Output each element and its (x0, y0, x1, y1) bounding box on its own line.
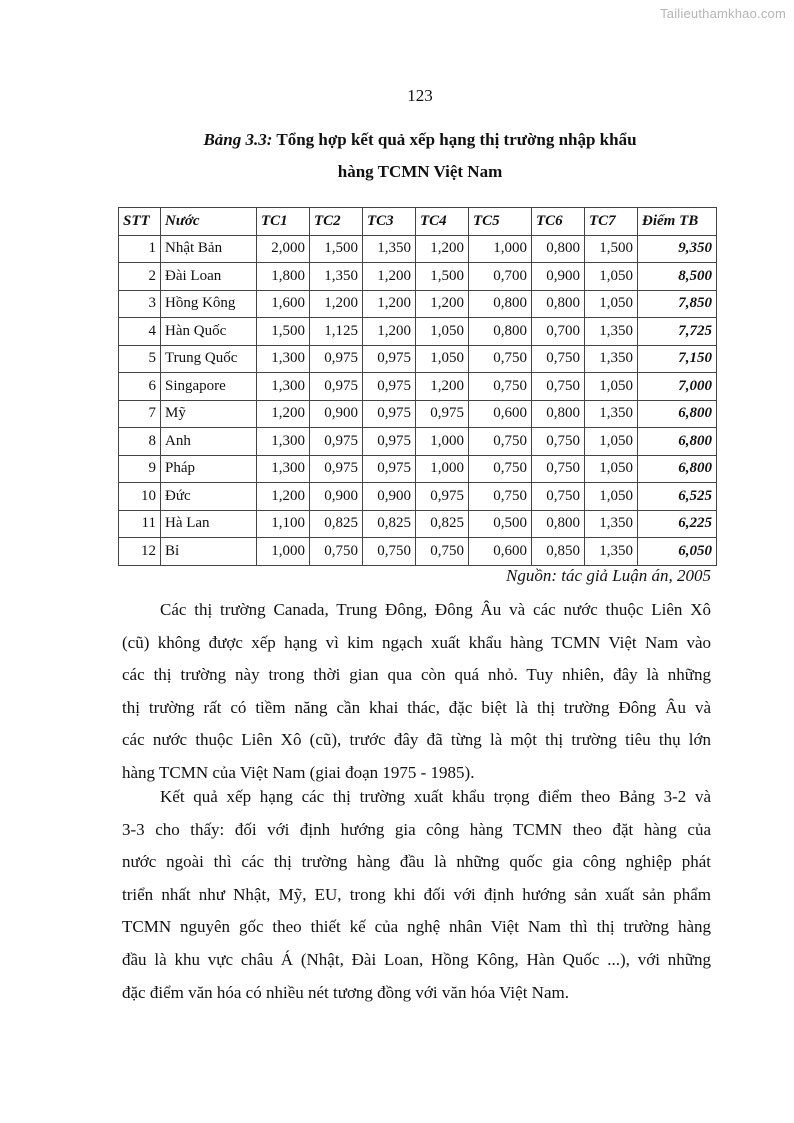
table-cell: 0,975 (416, 483, 469, 511)
table-cell: 1,200 (257, 483, 310, 511)
paragraph-line: đặc điểm văn hóa có nhiều nét tương đồng với văn hóa Việt Nam. (122, 982, 569, 1002)
table-cell: 0,750 (532, 373, 585, 401)
table-cell: 1,000 (416, 455, 469, 483)
table-cell: 6,800 (638, 455, 717, 483)
table-cell: 0,825 (310, 510, 363, 538)
table-cell: 0,750 (469, 455, 532, 483)
table-cell: 0,750 (416, 538, 469, 566)
paragraph-line: Các thị trường Canada, Trung Đông, Đông Âu và các nước thuộc Liên Xô (160, 600, 711, 619)
paragraph-line: các thị trường này trong thời gian qua còn quá nhỏ. Tuy nhiên, đây là những (122, 665, 711, 685)
table-cell: Bỉ (161, 538, 257, 566)
table-cell: 1,200 (363, 263, 416, 291)
table-cell: 1,350 (585, 400, 638, 428)
paragraph-line: Kết quả xếp hạng các thị trường xuất khẩu trọng điểm theo Bảng 3-2 và (160, 787, 711, 806)
table-cell: 1,050 (416, 318, 469, 346)
table-cell: 0,800 (469, 290, 532, 318)
table-cell: 1,000 (469, 235, 532, 263)
table-cell: 0,975 (363, 455, 416, 483)
table-cell: 7,150 (638, 345, 717, 373)
table-cell: 1 (119, 235, 161, 263)
table-row (119, 373, 717, 401)
column-header: TC3 (363, 208, 416, 236)
table-cell: Mỹ (161, 400, 257, 428)
table-cell: 0,975 (310, 428, 363, 456)
table-cell: 1,200 (363, 318, 416, 346)
table-cell: 0,900 (532, 263, 585, 291)
table-cell: 6 (119, 373, 161, 401)
table-cell: Anh (161, 428, 257, 456)
table-cell: 6,050 (638, 538, 717, 566)
table-cell: 0,975 (310, 345, 363, 373)
table-row (119, 538, 717, 566)
column-header: TC7 (585, 208, 638, 236)
table-cell: 0,750 (532, 345, 585, 373)
column-header: Điểm TB (638, 208, 717, 236)
table-cell: 1,000 (257, 538, 310, 566)
table-cell: 3 (119, 290, 161, 318)
table-cell: 0,975 (416, 400, 469, 428)
table-cell: 11 (119, 510, 161, 538)
column-header: TC4 (416, 208, 469, 236)
table-cell: 6,800 (638, 428, 717, 456)
table-cell: 0,750 (469, 345, 532, 373)
table-cell: Hồng Kông (161, 290, 257, 318)
table-cell: 9,350 (638, 235, 717, 263)
table-cell: 0,750 (469, 373, 532, 401)
paragraph-line: (cũ) không được xếp hạng vì kim ngạch xuất khẩu hàng TCMN Việt Nam vào (122, 632, 711, 652)
column-header: Nước (161, 208, 257, 236)
table-title-line1: Tổng hợp kết quả xếp hạng thị trường nhập khẩu (276, 130, 637, 149)
table-cell: 7,000 (638, 373, 717, 401)
table-cell: 1,050 (585, 263, 638, 291)
table-cell: 0,800 (532, 290, 585, 318)
table-row (119, 400, 717, 428)
column-header: TC2 (310, 208, 363, 236)
table-cell: 0,975 (363, 400, 416, 428)
table-cell: 0,975 (363, 373, 416, 401)
table-cell: 1,200 (257, 400, 310, 428)
table-title-line2: hàng TCMN Việt Nam (337, 162, 503, 181)
table-cell: 8 (119, 428, 161, 456)
table-cell: 1,350 (363, 235, 416, 263)
table-cell: 1,200 (310, 290, 363, 318)
table-cell: 1,600 (257, 290, 310, 318)
paragraph-line: 3-3 cho thấy: đối với định hướng gia công hàng TCMN theo đặt hàng của (122, 819, 711, 839)
table-cell: 6,525 (638, 483, 717, 511)
table-cell: 1,050 (585, 373, 638, 401)
table-cell: 0,975 (363, 428, 416, 456)
table-cell: 0,750 (310, 538, 363, 566)
table-cell: 1,500 (416, 263, 469, 291)
table-cell: 0,750 (469, 483, 532, 511)
table-row (119, 263, 717, 291)
table-cell: 4 (119, 318, 161, 346)
table-cell: 1,500 (257, 318, 310, 346)
table-cell: 0,800 (532, 400, 585, 428)
table-cell: Pháp (161, 455, 257, 483)
table-cell: Hà Lan (161, 510, 257, 538)
table-cell: 2 (119, 263, 161, 291)
table-cell: 0,975 (310, 373, 363, 401)
column-header: TC6 (532, 208, 585, 236)
table-cell: 0,800 (532, 510, 585, 538)
table-cell: 0,800 (532, 235, 585, 263)
table-cell: 0,900 (310, 483, 363, 511)
table-cell: 1,300 (257, 373, 310, 401)
table-cell: 1,200 (416, 235, 469, 263)
table-cell: 1,100 (257, 510, 310, 538)
table-title (0, 130, 794, 150)
table-cell: 1,200 (416, 373, 469, 401)
table-row (119, 455, 717, 483)
table-cell: 10 (119, 483, 161, 511)
table-cell: 1,050 (585, 428, 638, 456)
table-row (119, 345, 717, 373)
paragraph-2 (122, 781, 711, 1009)
table-cell: 0,600 (469, 538, 532, 566)
table-cell: 8,500 (638, 263, 717, 291)
table-cell: 1,350 (585, 510, 638, 538)
paragraph-line: hàng TCMN của Việt Nam (giai đoạn 1975 - 1985). (122, 762, 475, 782)
table-cell: 0,750 (469, 428, 532, 456)
table-cell: 7,725 (638, 318, 717, 346)
table-cell: 0,900 (363, 483, 416, 511)
column-header: STT (119, 208, 161, 236)
table-cell: 1,050 (585, 290, 638, 318)
page-number: 123 (407, 86, 433, 105)
column-header: TC5 (469, 208, 532, 236)
table-cell: Hàn Quốc (161, 318, 257, 346)
table-header-row (119, 208, 717, 236)
table-cell: 0,850 (532, 538, 585, 566)
table-cell: 1,350 (310, 263, 363, 291)
table-cell: 1,350 (585, 318, 638, 346)
paragraph-line: đầu là khu vực châu Á (Nhật, Đài Loan, Hồng Kông, Hàn Quốc ...), với những (122, 949, 711, 969)
table-cell: 0,750 (532, 455, 585, 483)
table-cell: 7 (119, 400, 161, 428)
paragraph-1 (122, 594, 711, 790)
table-cell: 1,300 (257, 428, 310, 456)
table-cell: 0,700 (469, 263, 532, 291)
table-cell: 1,350 (585, 538, 638, 566)
table-cell: 0,700 (532, 318, 585, 346)
table-cell: 0,750 (532, 483, 585, 511)
table-cell: 1,050 (585, 483, 638, 511)
table-row (119, 428, 717, 456)
table-row (119, 235, 717, 263)
table-row (119, 510, 717, 538)
table-cell: 1,200 (416, 290, 469, 318)
watermark: Tailieuthamkhao.com (660, 6, 786, 21)
table-cell: 1,000 (416, 428, 469, 456)
table-row (119, 483, 717, 511)
table-cell: 1,800 (257, 263, 310, 291)
table-cell: 1,200 (363, 290, 416, 318)
paragraph-line: nước ngoài thì các thị trường hàng đầu là những quốc gia công nghiệp phát (122, 852, 711, 872)
table-cell: 6,225 (638, 510, 717, 538)
table-cell: 0,500 (469, 510, 532, 538)
table-cell: 1,050 (416, 345, 469, 373)
table-cell: 0,600 (469, 400, 532, 428)
table-cell: 12 (119, 538, 161, 566)
paragraph-line: thị trường rất có tiềm năng cần khai thác, đặc biệt là thị trường Đông Âu và (122, 697, 711, 717)
table-cell: 1,050 (585, 455, 638, 483)
table-cell: Nhật Bản (161, 235, 257, 263)
table-cell: 1,125 (310, 318, 363, 346)
table-cell: Singapore (161, 373, 257, 401)
table-cell: 0,975 (363, 345, 416, 373)
table-cell: Đức (161, 483, 257, 511)
column-header: TC1 (257, 208, 310, 236)
table-row (119, 290, 717, 318)
table-cell: 1,300 (257, 455, 310, 483)
table-cell: 7,850 (638, 290, 717, 318)
table-source: Nguồn: tác giả Luận án, 2005 (506, 566, 711, 585)
table-cell: 0,975 (310, 455, 363, 483)
paragraph-line: triển nhất như Nhật, Mỹ, EU, trong khi đối với định hướng sản xuất sản phẩm (122, 884, 711, 904)
table-cell: 1,300 (257, 345, 310, 373)
table-cell: 0,800 (469, 318, 532, 346)
table-cell: 9 (119, 455, 161, 483)
paragraph-line: TCMN nguyên gốc theo thiết kế của nghệ nhân Việt Nam thì thị trường hàng (122, 917, 711, 937)
table-label: Bảng 3.3: (203, 130, 273, 149)
ranking-table (118, 207, 717, 566)
table-cell: 0,900 (310, 400, 363, 428)
table-cell: 1,350 (585, 345, 638, 373)
table-cell: 1,500 (310, 235, 363, 263)
paragraph-line: các nước thuộc Liên Xô (cũ), trước đây đã từng là một thị trường tiêu thụ lớn (122, 730, 711, 750)
table-cell: 0,750 (532, 428, 585, 456)
table-cell: 1,500 (585, 235, 638, 263)
table-cell: 0,825 (363, 510, 416, 538)
table-row (119, 318, 717, 346)
table-cell: Trung Quốc (161, 345, 257, 373)
table-cell: 5 (119, 345, 161, 373)
table-cell: 0,750 (363, 538, 416, 566)
table-cell: 0,825 (416, 510, 469, 538)
table-cell: 2,000 (257, 235, 310, 263)
table-cell: Đài Loan (161, 263, 257, 291)
table-cell: 6,800 (638, 400, 717, 428)
